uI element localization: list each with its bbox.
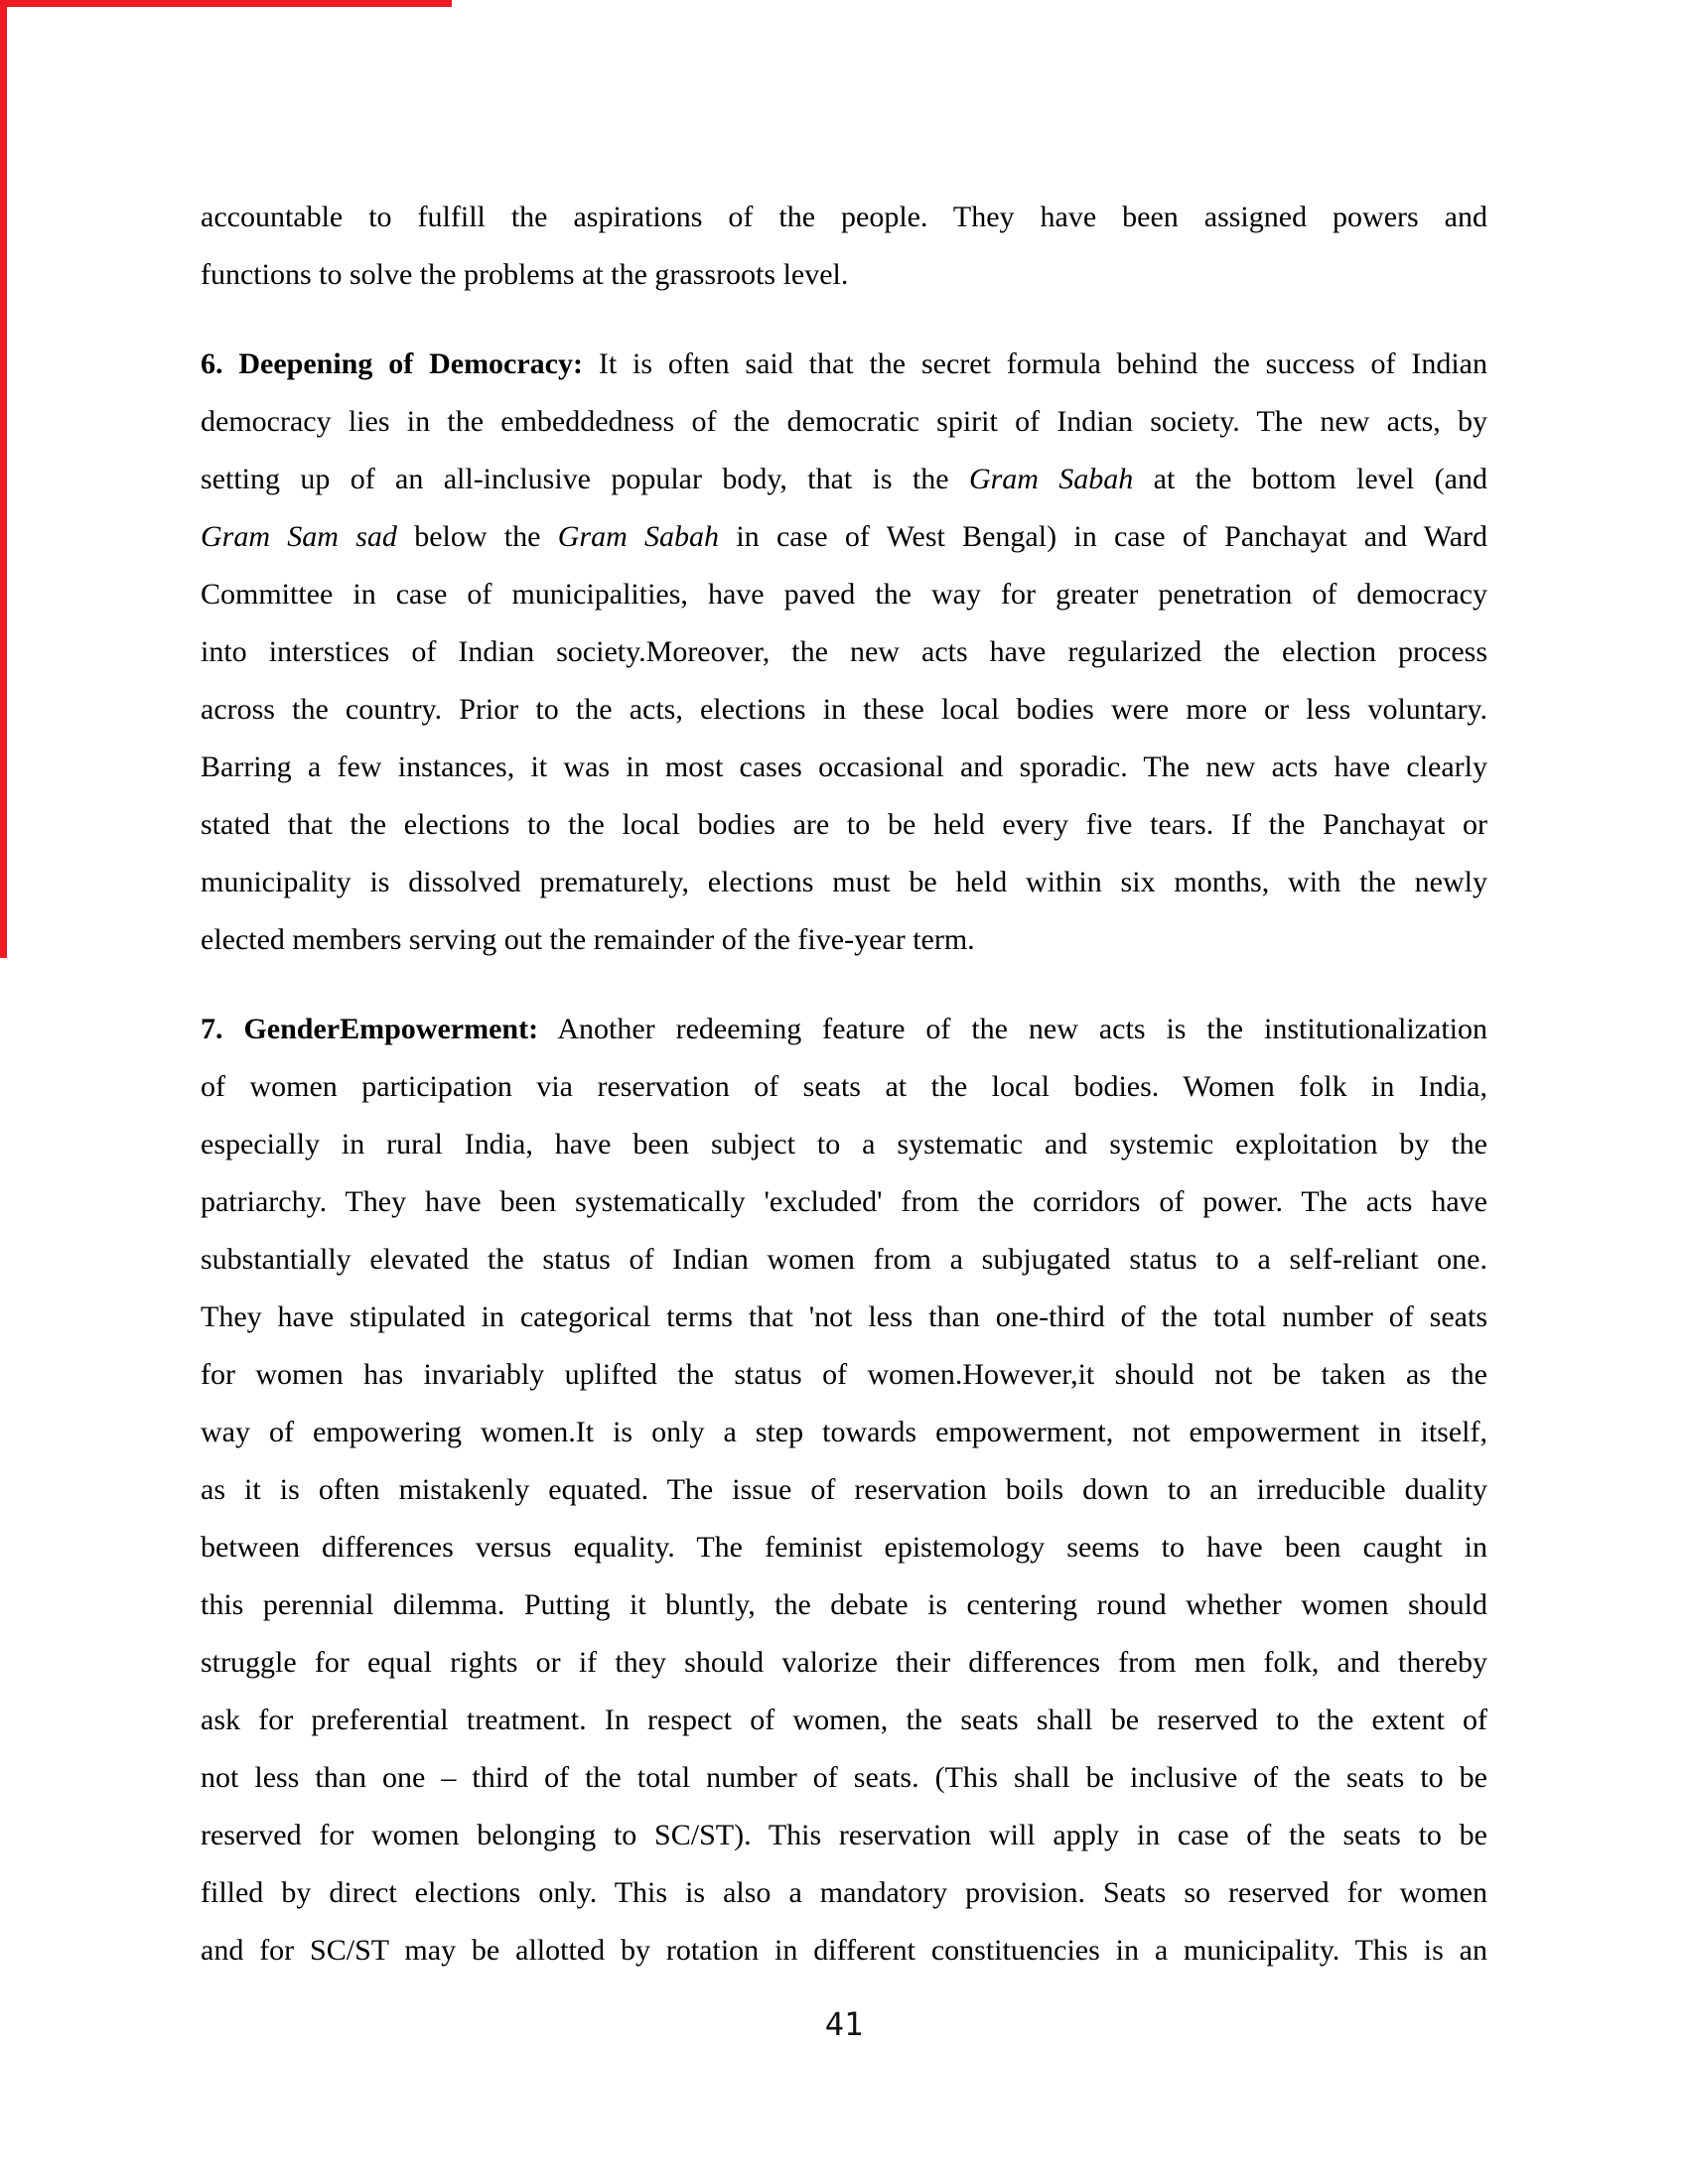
paragraph-6-deepening-of-democracy	[201, 336, 1487, 969]
text-line	[201, 911, 1487, 969]
red-edge-line-vertical	[0, 0, 7, 958]
text-segment: Barring a few instances, it was in most cases occasional and sporadic. The new acts have clearly	[201, 751, 1487, 783]
text-segment: this perennial dilemma. Putting it bluntly, the debate is centering round whether women should	[201, 1588, 1487, 1621]
text-segment: way of empowering women.It is only a step towards empowerment, not empowerment in itself,	[201, 1416, 1487, 1448]
text-segment: It is often said that the secret formula behind the success of Indian	[583, 347, 1487, 380]
text-line	[201, 739, 1487, 796]
paragraph-7-gender-empowerment	[201, 1001, 1487, 1979]
text-segment: substantially elevated the status of Indian women from a subjugated status to a self-reliant one.	[201, 1243, 1487, 1276]
text-line	[201, 451, 1487, 508]
text-line	[201, 1634, 1487, 1692]
text-line	[201, 681, 1487, 739]
text-line	[201, 1289, 1487, 1346]
text-line	[201, 1807, 1487, 1864]
text-segment: filled by direct elections only. This is also a mandatory provision. Seats so reserved for women	[201, 1876, 1487, 1909]
text-segment: not less than one – third of the total number of seats. (This shall be inclusive of the seats to be	[201, 1761, 1487, 1794]
text-line	[201, 393, 1487, 451]
text-line	[201, 246, 1487, 304]
text-segment: struggle for equal rights or if they should valorize their differences from men folk, and thereby	[201, 1646, 1487, 1679]
text-line	[201, 1346, 1487, 1404]
text-line	[201, 1116, 1487, 1173]
text-segment: Another redeeming feature of the new acts is the institutionalization	[538, 1013, 1487, 1045]
text-line	[201, 1001, 1487, 1058]
text-line	[201, 1576, 1487, 1634]
text-segment: stated that the elections to the local bodies are to be held every five tears. If the Panchayat or	[201, 808, 1487, 841]
bold-text-segment: 7. GenderEmpowerment:	[201, 1013, 539, 1045]
text-line	[201, 1173, 1487, 1231]
text-segment: functions to solve the problems at the grassroots level.	[201, 258, 849, 291]
text-segment: in case of West Bengal) in case of Panchayat and Ward	[719, 520, 1487, 553]
text-segment: democracy lies in the embeddedness of the democratic spirit of Indian society. The new acts, by	[201, 405, 1487, 438]
text-segment: of women participation via reservation of seats at the local bodies. Women folk in India,	[201, 1070, 1487, 1103]
text-line	[201, 854, 1487, 911]
text-segment: They have stipulated in categorical terms that 'not less than one-third of the total number of seats	[201, 1300, 1487, 1333]
text-segment: ask for preferential treatment. In respect of women, the seats shall be reserved to the extent of	[201, 1704, 1487, 1736]
text-line	[201, 1058, 1487, 1116]
text-segment: especially in rural India, have been subject to a systematic and systemic exploitation by the	[201, 1128, 1487, 1160]
text-segment: and for SC/ST may be allotted by rotation in different constituencies in a municipality. This is an	[201, 1934, 1487, 1967]
text-segment: setting up of an all-inclusive popular body, that is the	[201, 463, 969, 495]
text-line	[201, 1749, 1487, 1807]
paragraph-intro-continuation	[201, 189, 1487, 304]
text-line	[201, 508, 1487, 566]
text-segment: at the bottom level (and	[1133, 463, 1487, 495]
text-segment: for women has invariably uplifted the status of women.However,it should not be taken as the	[201, 1358, 1487, 1391]
text-line	[201, 796, 1487, 854]
text-line	[201, 1231, 1487, 1289]
text-line	[201, 1922, 1487, 1979]
text-line	[201, 1404, 1487, 1461]
text-line	[201, 1692, 1487, 1749]
italic-text-segment: Gram Sam sad	[201, 520, 397, 553]
text-segment: below the	[396, 520, 558, 553]
page-number: 41	[824, 2005, 864, 2043]
text-line	[201, 623, 1487, 681]
text-segment: municipality is dissolved prematurely, elections must be held within six months, with the newly	[201, 866, 1487, 898]
text-segment: between differences versus equality. The feminist epistemology seems to have been caught in	[201, 1531, 1487, 1564]
text-segment: accountable to fulfill the aspirations of the people. They have been assigned powers and	[201, 201, 1487, 233]
text-segment: elected members serving out the remainder of the five-year term.	[201, 923, 975, 956]
italic-text-segment: Gram Sabah	[557, 520, 720, 553]
text-line	[201, 1519, 1487, 1576]
bold-text-segment: 6. Deepening of Democracy:	[201, 347, 583, 380]
text-segment: into interstices of Indian society.Moreover, the new acts have regularized the election process	[201, 635, 1487, 668]
italic-text-segment: Gram Sabah	[968, 463, 1134, 495]
text-line	[201, 1461, 1487, 1519]
text-segment: reserved for women belonging to SC/ST). This reservation will apply in case of the seats to be	[201, 1819, 1487, 1851]
text-segment: Committee in case of municipalities, have paved the way for greater penetration of democracy	[201, 578, 1487, 611]
text-line	[201, 336, 1487, 393]
text-line	[201, 566, 1487, 623]
document-body	[201, 189, 1487, 2011]
text-segment: patriarchy. They have been systematically 'excluded' from the corridors of power. The acts have	[201, 1185, 1487, 1218]
text-line	[201, 1864, 1487, 1922]
red-edge-line-horizontal	[0, 0, 452, 7]
text-segment: across the country. Prior to the acts, elections in these local bodies were more or less voluntary.	[201, 693, 1487, 726]
text-line	[201, 189, 1487, 246]
text-segment: as it is often mistakenly equated. The issue of reservation boils down to an irreducible duality	[201, 1473, 1487, 1506]
